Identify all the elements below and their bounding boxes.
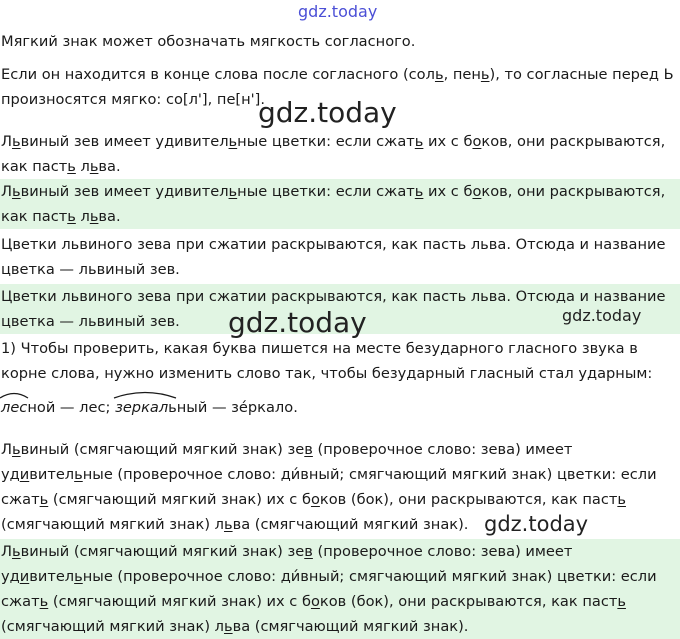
- watermark-2: gdz.today: [228, 306, 367, 339]
- explanation-paragraph: [0, 232, 680, 282]
- text: ков, они раскрываются, как паст: [1, 133, 666, 175]
- rule-text-a: Если он находится в конце слова после согласного (со: [1, 66, 426, 83]
- soft-sign-underlined: ь: [228, 133, 238, 150]
- text: ные цветки: если сжат: [237, 183, 415, 200]
- soft-sign-underlined: ь: [480, 66, 490, 83]
- text: ные (проверочное слово: ди́вный; смягчающий мягкий знак) цветки: если сжат: [1, 568, 657, 610]
- soft-sign-underlined: ь: [228, 183, 238, 200]
- soft-sign-underlined: ь: [617, 593, 626, 610]
- text: виный (смягчающий мягкий знак) зе: [20, 543, 305, 560]
- explanation-text: Цветки львиного зева при сжатии раскрываются, как пасть льва. Отсюда и название цветка — львиный зев.: [1, 288, 666, 330]
- text: ва.: [98, 208, 121, 225]
- root-text: зеркал: [115, 399, 169, 416]
- vowel-underlined: о: [310, 593, 320, 610]
- soft-sign-underlined: ь: [617, 491, 626, 508]
- intro-paragraph: [0, 29, 680, 54]
- vowel-underlined: о: [472, 133, 482, 150]
- letter-underlined: в: [304, 441, 313, 458]
- text: ва (смягчающий мягкий знак).: [232, 618, 469, 635]
- root-arc-icon: [113, 392, 177, 414]
- text: (смягчающий мягкий знак) л: [1, 516, 224, 533]
- soft-sign-underlined: ь: [89, 208, 99, 225]
- text: виный зев имеет удивител: [20, 183, 229, 200]
- soft-sign-underlined: ь: [11, 183, 21, 200]
- text: ные (проверочное слово: ди́вный; смягчающий мягкий знак) цветки: если сжат: [1, 466, 657, 508]
- text: ва.: [98, 158, 121, 175]
- soft-sign-underlined: ь: [74, 466, 83, 483]
- text: виный (смягчающий мягкий знак) зе: [20, 441, 305, 458]
- vowel-underlined: о: [472, 183, 482, 200]
- rule-text-b: л: [425, 66, 435, 83]
- root-word-les: [1, 395, 27, 420]
- soft-sign-underlined: ь: [39, 491, 49, 508]
- text: ков, они раскрываются, как паст: [1, 183, 666, 225]
- soft-sign-underlined: ь: [74, 568, 83, 585]
- sentence-paragraph: [0, 129, 680, 179]
- text: Л: [1, 133, 12, 150]
- soft-sign-underlined: ь: [11, 543, 21, 560]
- text: ные цветки: если сжат: [237, 133, 415, 150]
- text: (проверочное слово: зева) имеет уд: [1, 441, 573, 483]
- text: ков (бок), они раскрываются, как паст: [319, 491, 618, 508]
- text: л: [75, 158, 90, 175]
- soft-sign-underlined: ь: [11, 133, 21, 150]
- example-text: ьный — зе́ркало.: [168, 399, 298, 416]
- text: ва (смягчающий мягкий знак).: [232, 516, 469, 533]
- intro-text: Мягкий знак может обозначать мягкость согласного.: [1, 33, 416, 50]
- text: (проверочное слово: зева) имеет уд: [1, 543, 573, 585]
- explanation-text: Цветки львиного зева при сжатии раскрываются, как пасть льва. Отсюда и название цветка — львиный зев.: [1, 236, 666, 278]
- text: Л: [1, 543, 12, 560]
- method-paragraph: [0, 336, 680, 386]
- text: (смягчающий мягкий знак) их с б: [48, 593, 311, 610]
- soft-sign-underlined: ь: [223, 516, 233, 533]
- soft-sign-underlined: ь: [89, 158, 99, 175]
- text: виный зев имеет удивител: [20, 133, 229, 150]
- text: (смягчающий мягкий знак) их с б: [48, 491, 311, 508]
- vowel-underlined: о: [310, 491, 320, 508]
- vowel-underlined: и: [19, 466, 30, 483]
- soft-sign-underlined: ь: [434, 66, 444, 83]
- soft-sign-underlined: ь: [11, 441, 21, 458]
- soft-sign-underlined: ь: [223, 618, 233, 635]
- text: их с б: [423, 133, 473, 150]
- soft-sign-underlined: ь: [67, 158, 76, 175]
- soft-sign-underlined: ь: [39, 593, 49, 610]
- watermark-3: gdz.today: [562, 306, 642, 325]
- letter-underlined: в: [304, 543, 313, 560]
- rule-text-d: , пен: [443, 66, 481, 83]
- root-examples: [0, 395, 680, 420]
- root-text: лес: [1, 399, 28, 416]
- root-word-zerkal: [115, 395, 168, 420]
- text: Л: [1, 441, 12, 458]
- example-text: ной — лес;: [27, 399, 116, 416]
- analysis-answer-highlight: [0, 539, 680, 639]
- text: вител: [29, 568, 75, 585]
- text: Л: [1, 183, 12, 200]
- root-arc-icon: [0, 392, 29, 414]
- watermark-1: gdz.today: [258, 96, 397, 129]
- text: их с б: [423, 183, 473, 200]
- soft-sign-underlined: ь: [414, 133, 424, 150]
- sentence-answer-highlight: [0, 179, 680, 229]
- soft-sign-underlined: ь: [67, 208, 76, 225]
- text: вител: [29, 466, 75, 483]
- vowel-underlined: и: [19, 568, 30, 585]
- watermark-4: gdz.today: [484, 512, 589, 536]
- soft-sign-underlined: ь: [414, 183, 424, 200]
- method-text: 1) Чтобы проверить, какая буква пишется на месте безударного гласного звука в корне слова, нужно изменить слово так, чтобы безударный гласный стал ударным:: [1, 340, 653, 382]
- watermark-top: gdz.today: [298, 2, 378, 21]
- text: (смягчающий мягкий знак) л: [1, 618, 224, 635]
- text: ков (бок), они раскрываются, как паст: [319, 593, 618, 610]
- text: л: [75, 208, 90, 225]
- rule-text-f: ), то согласные перед Ь произносятся мягко: со[л'], пе[н'].: [1, 66, 674, 108]
